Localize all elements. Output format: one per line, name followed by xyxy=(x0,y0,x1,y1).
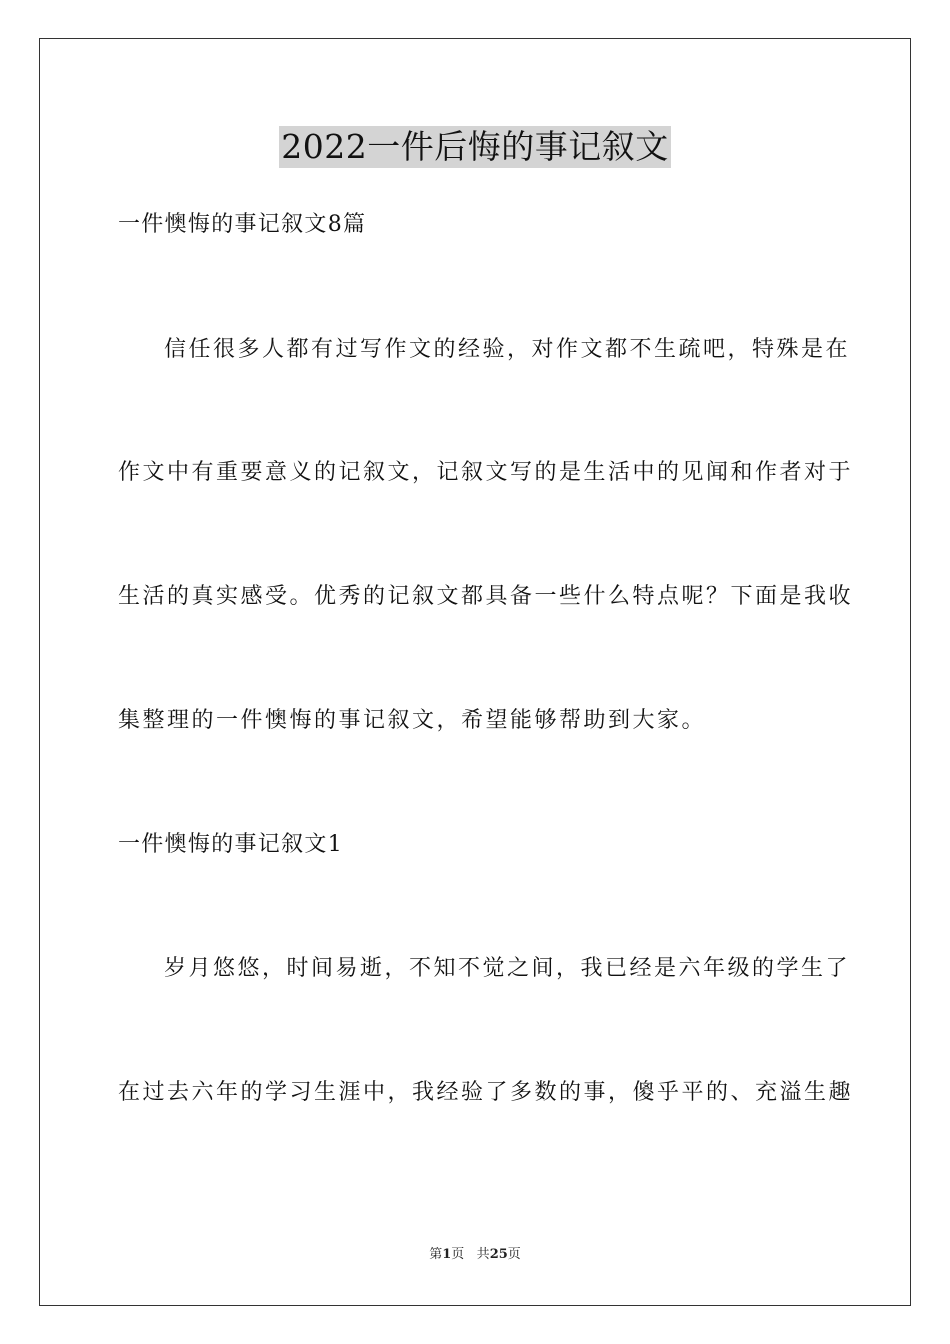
section-line-1: 岁月悠悠，时间易逝，不知不觉之间，我已经是六年级的学生了 xyxy=(164,956,851,981)
intro-line-2: 作文中有重要意义的记叙文，记叙文写的是生活中的见闻和作者对于 xyxy=(118,460,854,485)
section-line-2: 在过去六年的学习生涯中，我经验了多数的事，傻乎平的、充溢生趣 xyxy=(118,1080,854,1105)
intro-line-1: 信任很多人都有过写作文的经验，对作文都不生疏吧，特殊是在 xyxy=(164,337,851,362)
intro-line-4: 集整理的一件懊悔的事记叙文，希望能够帮助到大家。 xyxy=(118,708,707,733)
intro-line-3: 生活的真实感受。优秀的记叙文都具备一些什么特点呢？下面是我收 xyxy=(118,584,854,609)
section-heading: 一件懊悔的事记叙文1 xyxy=(118,832,343,857)
page-footer xyxy=(0,1246,950,1264)
title-container xyxy=(0,126,950,168)
document-title: 2022一件后悔的事记叙文 xyxy=(281,127,669,166)
footer-page-suffix: 页 xyxy=(451,1247,465,1262)
footer-total-pages: 25 xyxy=(489,1247,508,1262)
footer-total-prefix: 共 xyxy=(476,1247,490,1262)
footer-total-suffix: 页 xyxy=(507,1247,521,1262)
document-subtitle: 一件懊悔的事记叙文8篇 xyxy=(118,212,367,237)
footer-page-number: 1 xyxy=(442,1247,452,1262)
footer-page-prefix: 第 xyxy=(429,1247,443,1262)
